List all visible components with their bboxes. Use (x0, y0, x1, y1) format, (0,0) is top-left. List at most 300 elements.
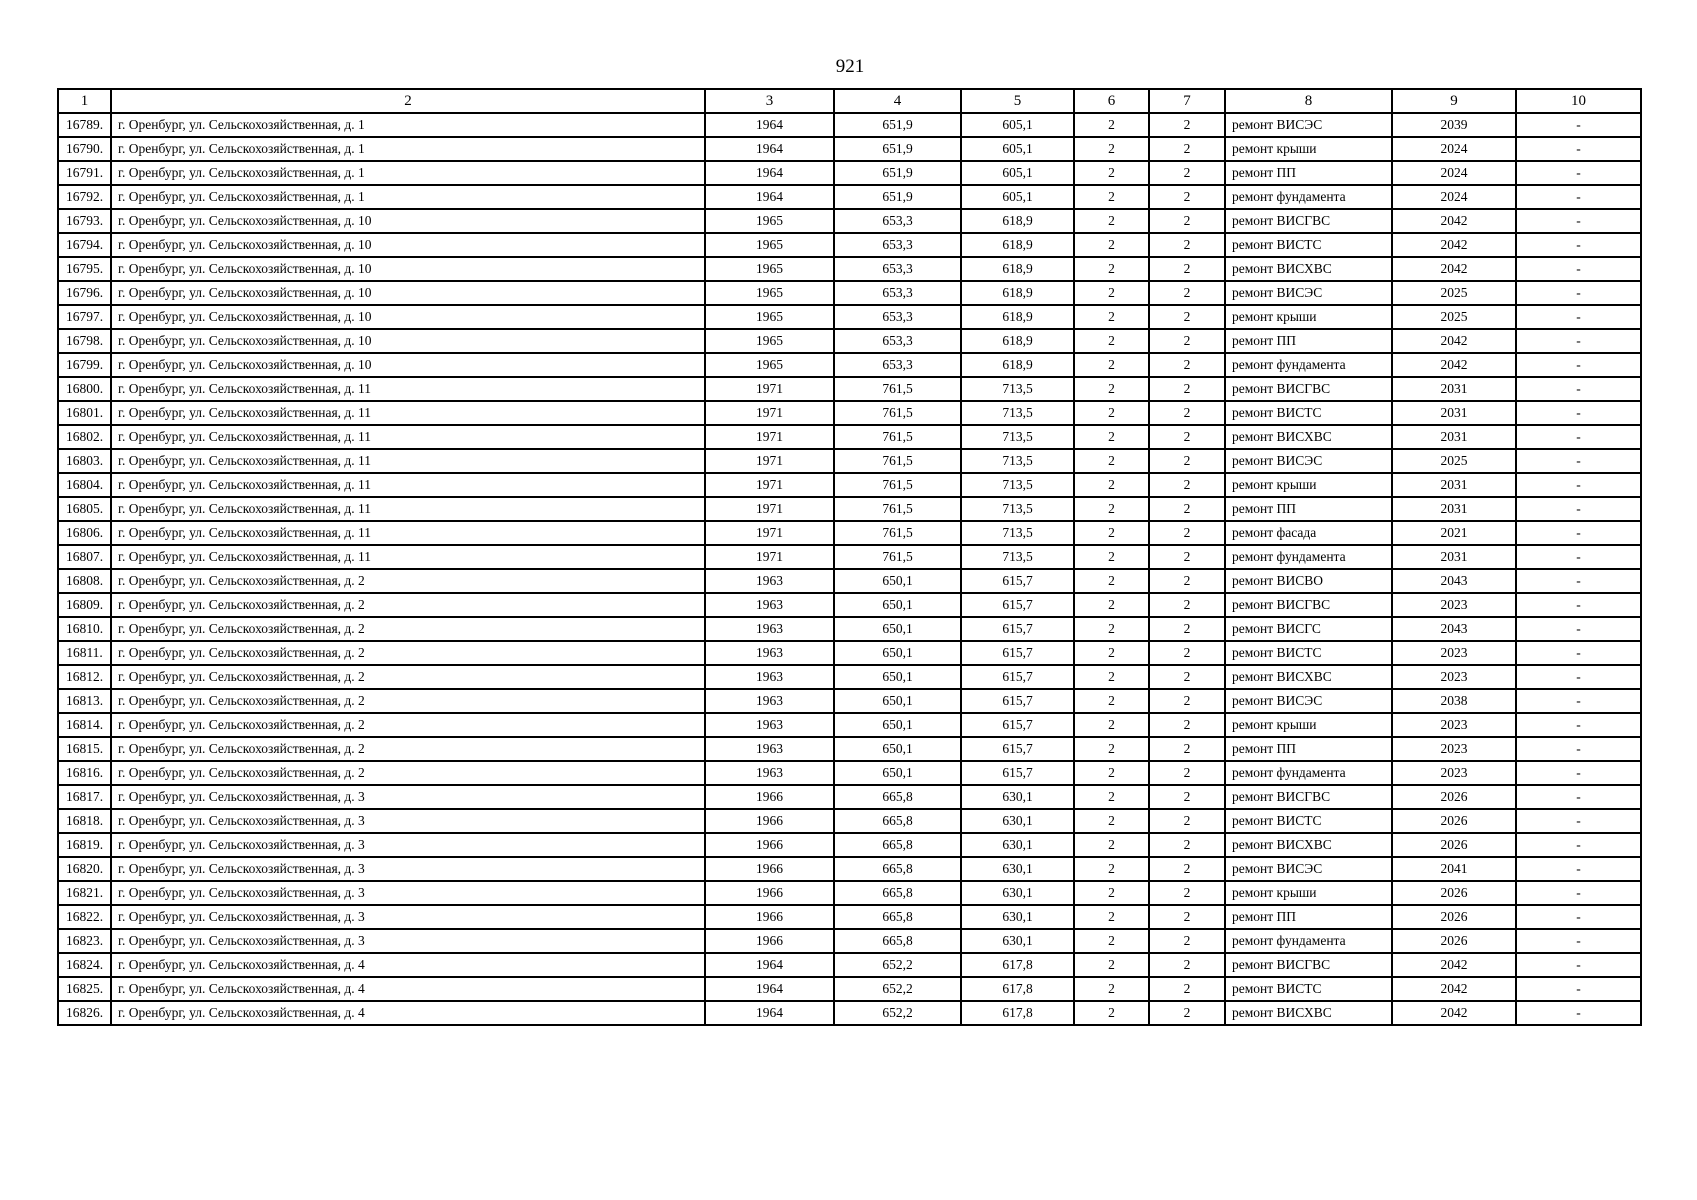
entrances-cell: 2 (1149, 257, 1225, 281)
entrances-cell: 2 (1149, 521, 1225, 545)
cost-cell: - (1516, 641, 1641, 665)
living-area-cell: 630,1 (961, 929, 1074, 953)
row-number-cell: 16803. (58, 449, 111, 473)
living-area-cell: 713,5 (961, 545, 1074, 569)
repair-year-cell: 2042 (1392, 329, 1516, 353)
repair-year-cell: 2031 (1392, 377, 1516, 401)
address-cell: г. Оренбург, ул. Сельскохозяйственная, д. 11 (111, 449, 705, 473)
repair-year-cell: 2023 (1392, 593, 1516, 617)
row-number-cell: 16814. (58, 713, 111, 737)
table-row (58, 449, 1641, 473)
entrances-cell: 2 (1149, 233, 1225, 257)
address-cell: г. Оренбург, ул. Сельскохозяйственная, д. 3 (111, 881, 705, 905)
cost-cell: - (1516, 185, 1641, 209)
header-cell-2: 2 (111, 89, 705, 113)
row-number-cell: 16807. (58, 545, 111, 569)
build-year-cell: 1971 (705, 401, 834, 425)
row-number-cell: 16792. (58, 185, 111, 209)
floors-cell: 2 (1074, 449, 1149, 473)
cost-cell: - (1516, 329, 1641, 353)
repair-type-cell: ремонт ПП (1225, 905, 1392, 929)
entrances-cell: 2 (1149, 209, 1225, 233)
table-row (58, 617, 1641, 641)
table-row (58, 569, 1641, 593)
table-row (58, 329, 1641, 353)
address-cell: г. Оренбург, ул. Сельскохозяйственная, д. 2 (111, 617, 705, 641)
cost-cell: - (1516, 497, 1641, 521)
entrances-cell: 2 (1149, 761, 1225, 785)
row-number-cell: 16793. (58, 209, 111, 233)
floors-cell: 2 (1074, 665, 1149, 689)
total-area-cell: 761,5 (834, 377, 961, 401)
repair-type-cell: ремонт ВИСГВС (1225, 953, 1392, 977)
address-cell: г. Оренбург, ул. Сельскохозяйственная, д. 1 (111, 161, 705, 185)
entrances-cell: 2 (1149, 617, 1225, 641)
living-area-cell: 615,7 (961, 761, 1074, 785)
repair-type-cell: ремонт крыши (1225, 305, 1392, 329)
build-year-cell: 1966 (705, 881, 834, 905)
repair-type-cell: ремонт ВИСВО (1225, 569, 1392, 593)
table-row (58, 473, 1641, 497)
build-year-cell: 1971 (705, 377, 834, 401)
repair-type-cell: ремонт ВИСЭС (1225, 449, 1392, 473)
living-area-cell: 617,8 (961, 953, 1074, 977)
address-cell: г. Оренбург, ул. Сельскохозяйственная, д. 2 (111, 593, 705, 617)
build-year-cell: 1965 (705, 257, 834, 281)
repair-type-cell: ремонт фундамента (1225, 929, 1392, 953)
address-cell: г. Оренбург, ул. Сельскохозяйственная, д. 10 (111, 281, 705, 305)
row-number-cell: 16821. (58, 881, 111, 905)
floors-cell: 2 (1074, 281, 1149, 305)
cost-cell: - (1516, 881, 1641, 905)
row-number-cell: 16804. (58, 473, 111, 497)
header-cell-10: 10 (1516, 89, 1641, 113)
total-area-cell: 650,1 (834, 617, 961, 641)
floors-cell: 2 (1074, 521, 1149, 545)
address-cell: г. Оренбург, ул. Сельскохозяйственная, д. 2 (111, 713, 705, 737)
repair-year-cell: 2042 (1392, 353, 1516, 377)
floors-cell: 2 (1074, 329, 1149, 353)
repair-year-cell: 2026 (1392, 929, 1516, 953)
living-area-cell: 618,9 (961, 257, 1074, 281)
total-area-cell: 652,2 (834, 953, 961, 977)
entrances-cell: 2 (1149, 305, 1225, 329)
table-row (58, 857, 1641, 881)
build-year-cell: 1971 (705, 473, 834, 497)
repair-type-cell: ремонт ВИСХВС (1225, 425, 1392, 449)
build-year-cell: 1963 (705, 713, 834, 737)
table-row (58, 881, 1641, 905)
table-row (58, 977, 1641, 1001)
floors-cell: 2 (1074, 929, 1149, 953)
living-area-cell: 713,5 (961, 473, 1074, 497)
cost-cell: - (1516, 1001, 1641, 1025)
row-number-cell: 16811. (58, 641, 111, 665)
floors-cell: 2 (1074, 761, 1149, 785)
living-area-cell: 605,1 (961, 137, 1074, 161)
repair-type-cell: ремонт крыши (1225, 713, 1392, 737)
living-area-cell: 618,9 (961, 329, 1074, 353)
total-area-cell: 665,8 (834, 833, 961, 857)
total-area-cell: 761,5 (834, 401, 961, 425)
build-year-cell: 1964 (705, 185, 834, 209)
repair-type-cell: ремонт ВИСХВС (1225, 665, 1392, 689)
header-cell-7: 7 (1149, 89, 1225, 113)
table-row (58, 209, 1641, 233)
build-year-cell: 1963 (705, 665, 834, 689)
living-area-cell: 615,7 (961, 737, 1074, 761)
cost-cell: - (1516, 617, 1641, 641)
repair-type-cell: ремонт ВИСЭС (1225, 689, 1392, 713)
total-area-cell: 650,1 (834, 569, 961, 593)
floors-cell: 2 (1074, 377, 1149, 401)
build-year-cell: 1964 (705, 953, 834, 977)
repair-year-cell: 2026 (1392, 881, 1516, 905)
total-area-cell: 650,1 (834, 593, 961, 617)
cost-cell: - (1516, 401, 1641, 425)
living-area-cell: 713,5 (961, 377, 1074, 401)
row-number-cell: 16810. (58, 617, 111, 641)
build-year-cell: 1964 (705, 977, 834, 1001)
floors-cell: 2 (1074, 209, 1149, 233)
repair-schedule-table (57, 88, 1642, 1026)
table-row (58, 497, 1641, 521)
address-cell: г. Оренбург, ул. Сельскохозяйственная, д. 3 (111, 785, 705, 809)
repair-year-cell: 2026 (1392, 833, 1516, 857)
row-number-cell: 16824. (58, 953, 111, 977)
page-number: 921 (835, 56, 865, 77)
cost-cell: - (1516, 233, 1641, 257)
cost-cell: - (1516, 857, 1641, 881)
address-cell: г. Оренбург, ул. Сельскохозяйственная, д. 11 (111, 377, 705, 401)
build-year-cell: 1963 (705, 737, 834, 761)
entrances-cell: 2 (1149, 137, 1225, 161)
repair-type-cell: ремонт ВИСЭС (1225, 281, 1392, 305)
row-number-cell: 16823. (58, 929, 111, 953)
repair-type-cell: ремонт ВИСХВС (1225, 1001, 1392, 1025)
row-number-cell: 16802. (58, 425, 111, 449)
repair-year-cell: 2024 (1392, 161, 1516, 185)
total-area-cell: 665,8 (834, 809, 961, 833)
table-row (58, 665, 1641, 689)
address-cell: г. Оренбург, ул. Сельскохозяйственная, д. 4 (111, 977, 705, 1001)
row-number-cell: 16798. (58, 329, 111, 353)
repair-year-cell: 2031 (1392, 497, 1516, 521)
entrances-cell: 2 (1149, 185, 1225, 209)
repair-type-cell: ремонт ВИСГВС (1225, 209, 1392, 233)
table-row (58, 137, 1641, 161)
header-cell-8: 8 (1225, 89, 1392, 113)
total-area-cell: 651,9 (834, 113, 961, 137)
floors-cell: 2 (1074, 497, 1149, 521)
cost-cell: - (1516, 377, 1641, 401)
entrances-cell: 2 (1149, 545, 1225, 569)
build-year-cell: 1964 (705, 113, 834, 137)
repair-year-cell: 2024 (1392, 137, 1516, 161)
repair-type-cell: ремонт ПП (1225, 161, 1392, 185)
cost-cell: - (1516, 545, 1641, 569)
table-row (58, 929, 1641, 953)
build-year-cell: 1966 (705, 929, 834, 953)
row-number-cell: 16791. (58, 161, 111, 185)
repair-year-cell: 2031 (1392, 401, 1516, 425)
repair-type-cell: ремонт ПП (1225, 329, 1392, 353)
repair-type-cell: ремонт ВИСЭС (1225, 113, 1392, 137)
address-cell: г. Оренбург, ул. Сельскохозяйственная, д. 4 (111, 953, 705, 977)
build-year-cell: 1966 (705, 833, 834, 857)
table-row (58, 161, 1641, 185)
row-number-cell: 16797. (58, 305, 111, 329)
floors-cell: 2 (1074, 305, 1149, 329)
row-number-cell: 16799. (58, 353, 111, 377)
table-row (58, 185, 1641, 209)
header-cell-4: 4 (834, 89, 961, 113)
repair-year-cell: 2026 (1392, 809, 1516, 833)
floors-cell: 2 (1074, 833, 1149, 857)
repair-type-cell: ремонт фундамента (1225, 185, 1392, 209)
repair-year-cell: 2025 (1392, 305, 1516, 329)
table-row (58, 713, 1641, 737)
living-area-cell: 630,1 (961, 809, 1074, 833)
entrances-cell: 2 (1149, 857, 1225, 881)
address-cell: г. Оренбург, ул. Сельскохозяйственная, д. 11 (111, 521, 705, 545)
cost-cell: - (1516, 161, 1641, 185)
entrances-cell: 2 (1149, 593, 1225, 617)
total-area-cell: 761,5 (834, 521, 961, 545)
build-year-cell: 1965 (705, 281, 834, 305)
total-area-cell: 650,1 (834, 713, 961, 737)
floors-cell: 2 (1074, 113, 1149, 137)
build-year-cell: 1965 (705, 305, 834, 329)
total-area-cell: 761,5 (834, 545, 961, 569)
floors-cell: 2 (1074, 1001, 1149, 1025)
total-area-cell: 665,8 (834, 905, 961, 929)
header-cell-6: 6 (1074, 89, 1149, 113)
row-number-cell: 16809. (58, 593, 111, 617)
living-area-cell: 615,7 (961, 665, 1074, 689)
repair-year-cell: 2042 (1392, 257, 1516, 281)
row-number-cell: 16794. (58, 233, 111, 257)
repair-type-cell: ремонт ВИСГВС (1225, 593, 1392, 617)
living-area-cell: 615,7 (961, 689, 1074, 713)
cost-cell: - (1516, 785, 1641, 809)
table-row (58, 905, 1641, 929)
table-row (58, 761, 1641, 785)
table-row (58, 521, 1641, 545)
floors-cell: 2 (1074, 545, 1149, 569)
floors-cell: 2 (1074, 593, 1149, 617)
entrances-cell: 2 (1149, 737, 1225, 761)
repair-year-cell: 2031 (1392, 545, 1516, 569)
cost-cell: - (1516, 521, 1641, 545)
living-area-cell: 617,8 (961, 1001, 1074, 1025)
row-number-cell: 16812. (58, 665, 111, 689)
total-area-cell: 761,5 (834, 425, 961, 449)
repair-year-cell: 2043 (1392, 617, 1516, 641)
entrances-cell: 2 (1149, 161, 1225, 185)
repair-type-cell: ремонт крыши (1225, 473, 1392, 497)
cost-cell: - (1516, 569, 1641, 593)
total-area-cell: 653,3 (834, 281, 961, 305)
entrances-cell: 2 (1149, 953, 1225, 977)
floors-cell: 2 (1074, 569, 1149, 593)
build-year-cell: 1965 (705, 353, 834, 377)
cost-cell: - (1516, 761, 1641, 785)
living-area-cell: 713,5 (961, 401, 1074, 425)
floors-cell: 2 (1074, 161, 1149, 185)
living-area-cell: 615,7 (961, 713, 1074, 737)
row-number-cell: 16816. (58, 761, 111, 785)
header-cell-3: 3 (705, 89, 834, 113)
table-row (58, 353, 1641, 377)
row-number-cell: 16806. (58, 521, 111, 545)
floors-cell: 2 (1074, 977, 1149, 1001)
floors-cell: 2 (1074, 185, 1149, 209)
table-row (58, 809, 1641, 833)
entrances-cell: 2 (1149, 329, 1225, 353)
repair-year-cell: 2023 (1392, 713, 1516, 737)
repair-type-cell: ремонт фундамента (1225, 353, 1392, 377)
address-cell: г. Оренбург, ул. Сельскохозяйственная, д. 3 (111, 929, 705, 953)
living-area-cell: 605,1 (961, 113, 1074, 137)
build-year-cell: 1971 (705, 545, 834, 569)
repair-type-cell: ремонт ВИСГС (1225, 617, 1392, 641)
total-area-cell: 653,3 (834, 233, 961, 257)
living-area-cell: 615,7 (961, 593, 1074, 617)
address-cell: г. Оренбург, ул. Сельскохозяйственная, д. 1 (111, 185, 705, 209)
table-row (58, 833, 1641, 857)
floors-cell: 2 (1074, 401, 1149, 425)
address-cell: г. Оренбург, ул. Сельскохозяйственная, д. 10 (111, 257, 705, 281)
cost-cell: - (1516, 737, 1641, 761)
living-area-cell: 618,9 (961, 209, 1074, 233)
entrances-cell: 2 (1149, 377, 1225, 401)
repair-year-cell: 2025 (1392, 281, 1516, 305)
entrances-cell: 2 (1149, 665, 1225, 689)
cost-cell: - (1516, 353, 1641, 377)
living-area-cell: 713,5 (961, 497, 1074, 521)
cost-cell: - (1516, 977, 1641, 1001)
repair-year-cell: 2031 (1392, 473, 1516, 497)
entrances-cell: 2 (1149, 497, 1225, 521)
total-area-cell: 650,1 (834, 689, 961, 713)
table-row (58, 545, 1641, 569)
address-cell: г. Оренбург, ул. Сельскохозяйственная, д. 2 (111, 761, 705, 785)
repair-year-cell: 2041 (1392, 857, 1516, 881)
cost-cell: - (1516, 257, 1641, 281)
repair-type-cell: ремонт ВИСТС (1225, 401, 1392, 425)
total-area-cell: 652,2 (834, 977, 961, 1001)
total-area-cell: 651,9 (834, 185, 961, 209)
total-area-cell: 665,8 (834, 857, 961, 881)
entrances-cell: 2 (1149, 113, 1225, 137)
table-row (58, 689, 1641, 713)
repair-year-cell: 2039 (1392, 113, 1516, 137)
total-area-cell: 665,8 (834, 929, 961, 953)
repair-type-cell: ремонт ВИСТС (1225, 233, 1392, 257)
address-cell: г. Оренбург, ул. Сельскохозяйственная, д. 2 (111, 665, 705, 689)
repair-year-cell: 2021 (1392, 521, 1516, 545)
floors-cell: 2 (1074, 881, 1149, 905)
build-year-cell: 1966 (705, 905, 834, 929)
living-area-cell: 630,1 (961, 833, 1074, 857)
repair-type-cell: ремонт ПП (1225, 497, 1392, 521)
cost-cell: - (1516, 281, 1641, 305)
address-cell: г. Оренбург, ул. Сельскохозяйственная, д. 10 (111, 329, 705, 353)
total-area-cell: 651,9 (834, 161, 961, 185)
floors-cell: 2 (1074, 473, 1149, 497)
repair-type-cell: ремонт ВИСТС (1225, 809, 1392, 833)
table-row (58, 401, 1641, 425)
repair-type-cell: ремонт фундамента (1225, 761, 1392, 785)
header-cell-9: 9 (1392, 89, 1516, 113)
floors-cell: 2 (1074, 353, 1149, 377)
repair-year-cell: 2026 (1392, 905, 1516, 929)
row-number-cell: 16815. (58, 737, 111, 761)
living-area-cell: 630,1 (961, 905, 1074, 929)
total-area-cell: 653,3 (834, 257, 961, 281)
address-cell: г. Оренбург, ул. Сельскохозяйственная, д. 10 (111, 353, 705, 377)
repair-type-cell: ремонт ВИСГВС (1225, 785, 1392, 809)
repair-year-cell: 2024 (1392, 185, 1516, 209)
total-area-cell: 665,8 (834, 881, 961, 905)
address-cell: г. Оренбург, ул. Сельскохозяйственная, д. 3 (111, 857, 705, 881)
repair-year-cell: 2042 (1392, 1001, 1516, 1025)
build-year-cell: 1971 (705, 497, 834, 521)
address-cell: г. Оренбург, ул. Сельскохозяйственная, д. 2 (111, 641, 705, 665)
row-number-cell: 16813. (58, 689, 111, 713)
living-area-cell: 605,1 (961, 161, 1074, 185)
repair-year-cell: 2042 (1392, 209, 1516, 233)
entrances-cell: 2 (1149, 473, 1225, 497)
total-area-cell: 652,2 (834, 1001, 961, 1025)
cost-cell: - (1516, 593, 1641, 617)
floors-cell: 2 (1074, 641, 1149, 665)
row-number-cell: 16795. (58, 257, 111, 281)
repair-year-cell: 2038 (1392, 689, 1516, 713)
row-number-cell: 16819. (58, 833, 111, 857)
repair-year-cell: 2026 (1392, 785, 1516, 809)
total-area-cell: 651,9 (834, 137, 961, 161)
living-area-cell: 615,7 (961, 641, 1074, 665)
table-row (58, 1001, 1641, 1025)
entrances-cell: 2 (1149, 641, 1225, 665)
entrances-cell: 2 (1149, 977, 1225, 1001)
entrances-cell: 2 (1149, 689, 1225, 713)
total-area-cell: 653,3 (834, 329, 961, 353)
cost-cell: - (1516, 809, 1641, 833)
entrances-cell: 2 (1149, 929, 1225, 953)
build-year-cell: 1971 (705, 521, 834, 545)
build-year-cell: 1966 (705, 857, 834, 881)
entrances-cell: 2 (1149, 353, 1225, 377)
repair-year-cell: 2023 (1392, 641, 1516, 665)
total-area-cell: 653,3 (834, 209, 961, 233)
cost-cell: - (1516, 305, 1641, 329)
row-number-cell: 16817. (58, 785, 111, 809)
build-year-cell: 1964 (705, 161, 834, 185)
repair-year-cell: 2023 (1392, 761, 1516, 785)
table-body (58, 113, 1641, 1025)
repair-year-cell: 2042 (1392, 233, 1516, 257)
repair-type-cell: ремонт ВИСХВС (1225, 833, 1392, 857)
cost-cell: - (1516, 713, 1641, 737)
address-cell: г. Оренбург, ул. Сельскохозяйственная, д. 3 (111, 905, 705, 929)
build-year-cell: 1966 (705, 809, 834, 833)
living-area-cell: 605,1 (961, 185, 1074, 209)
repair-type-cell: ремонт ВИСХВС (1225, 257, 1392, 281)
entrances-cell: 2 (1149, 905, 1225, 929)
